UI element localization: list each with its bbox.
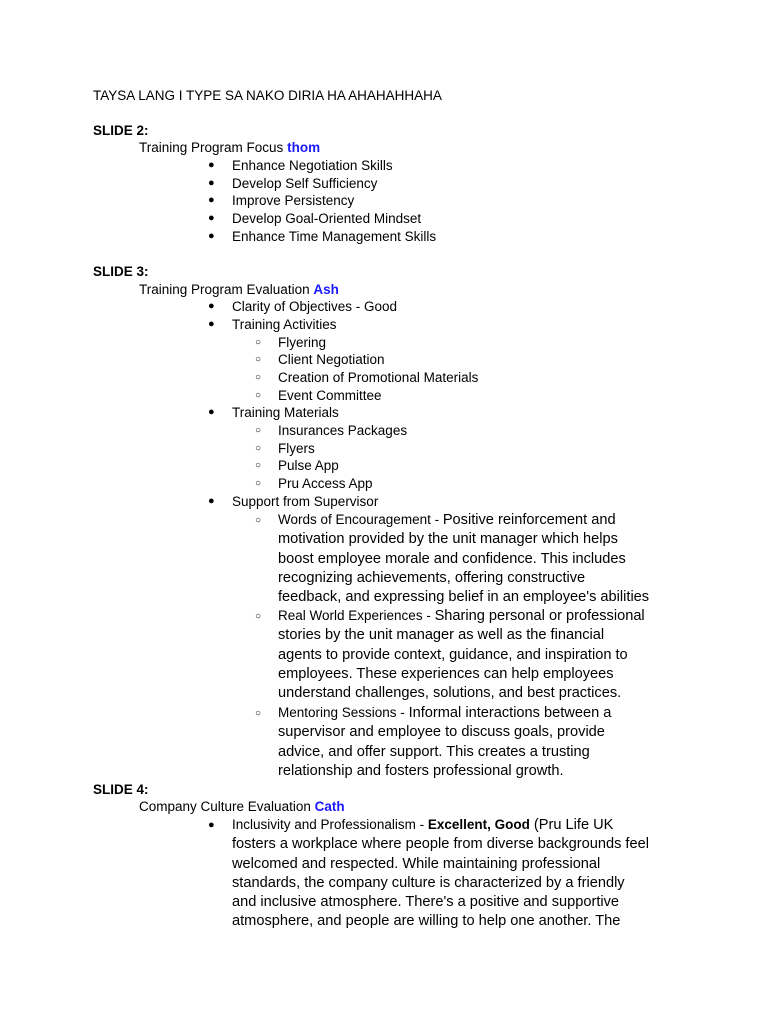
paragraph-line: Informal interactions between a: [408, 705, 612, 721]
bullet-icon: ●: [208, 819, 215, 831]
paragraph-line: boost employee morale and confidence. This includes: [278, 550, 626, 567]
paragraph-line: stories by the unit manager as well as the financial: [278, 627, 605, 644]
paragraph-line: standards, the company culture is characterized by a friendly: [232, 874, 625, 891]
paragraph-line: agents to provide context, guidance, and inspiration to: [278, 646, 628, 663]
paragraph-line: advice, and offer support. This creates a trusting: [278, 743, 590, 760]
paragraph-line: atmosphere, and people are willing to help one another. The: [232, 913, 621, 930]
circle-bullet-icon: ○: [255, 443, 262, 454]
list-item: Training Materials: [232, 405, 339, 420]
sub-list-item: Insurances Packages: [278, 423, 408, 438]
intro-text: TAYSA LANG I TYPE SA NAKO DIRIA HA AHAHAHHAHA: [93, 88, 442, 103]
sub-list-item: Creation of Promotional Materials: [278, 370, 479, 385]
slide-3-title-text: Training Program Evaluation: [139, 282, 310, 297]
list-item: Enhance Time Management Skills: [232, 229, 437, 244]
list-item: Support from Supervisor: [232, 494, 379, 509]
sub-list-item: Pru Access App: [278, 476, 373, 491]
paragraph-line: employees. These experiences can help employees: [278, 665, 614, 682]
slide-3-title: [139, 281, 339, 299]
bullet-icon: ●: [208, 177, 215, 189]
paragraph-line: Sharing personal or professional: [434, 608, 645, 624]
paragraph-line: relationship and fosters professional growth.: [278, 762, 564, 779]
circle-bullet-icon: ○: [255, 425, 262, 436]
slide-2-title: [139, 139, 320, 157]
culture-paragraph: [232, 815, 649, 932]
circle-bullet-icon: ○: [255, 708, 262, 719]
paragraph-line: recognizing achievements, offering constructive: [278, 569, 586, 586]
paragraph-line: fosters a workplace where people from diverse backgrounds feel: [232, 836, 649, 853]
paragraph-line: and inclusive atmosphere. There's a positive and supportive: [232, 894, 620, 911]
bullet-icon: ●: [208, 495, 215, 507]
support-label: Real World Experiences -: [278, 608, 435, 623]
bullet-icon: ●: [208, 194, 215, 206]
sub-list-item: Flyering: [278, 335, 327, 350]
slide-4-title-text: Company Culture Evaluation: [139, 799, 311, 814]
circle-bullet-icon: ○: [255, 354, 262, 365]
sub-list-item: Flyers: [278, 441, 315, 456]
bullet-icon: ●: [208, 159, 215, 171]
support-label: Mentoring Sessions -: [278, 705, 409, 720]
slide-2-heading: SLIDE 2:: [93, 123, 149, 138]
list-item: Improve Persistency: [232, 193, 355, 208]
list-item: Clarity of Objectives - Good: [232, 299, 398, 314]
bullet-icon: ●: [208, 318, 215, 330]
slide-4-author: Cath: [314, 799, 345, 814]
circle-bullet-icon: ○: [255, 460, 262, 471]
circle-bullet-icon: ○: [255, 611, 262, 622]
list-item: Enhance Negotiation Skills: [232, 158, 393, 173]
sub-list-item: Event Committee: [278, 388, 382, 403]
paragraph-line: Positive reinforcement and: [442, 512, 616, 528]
slide-3-author: Ash: [313, 282, 339, 297]
culture-rating: Excellent, Good: [427, 817, 530, 832]
circle-bullet-icon: ○: [255, 515, 262, 526]
circle-bullet-icon: ○: [255, 372, 262, 383]
slide-2-author: thom: [287, 140, 321, 155]
bullet-icon: ●: [208, 300, 215, 312]
support-paragraph-experiences: [278, 606, 645, 703]
list-item: Training Activities: [232, 317, 337, 332]
paragraph-line: feedback, and expressing belief in an employee's abilities: [278, 589, 650, 606]
support-paragraph-mentoring: [278, 703, 611, 781]
sub-list-item: Client Negotiation: [278, 352, 385, 367]
paragraph-line: (Pru Life UK: [529, 817, 614, 833]
sub-list-item: Pulse App: [278, 458, 339, 473]
bullet-icon: ●: [208, 212, 215, 224]
slide-4-heading: SLIDE 4:: [93, 782, 149, 797]
circle-bullet-icon: ○: [255, 390, 262, 401]
paragraph-line: understand challenges, solutions, and best practices.: [278, 685, 622, 702]
slide-4-title: [139, 798, 345, 816]
paragraph-line: welcomed and respected. While maintaining professional: [232, 855, 601, 872]
circle-bullet-icon: ○: [255, 478, 262, 489]
support-paragraph-encouragement: [278, 510, 649, 607]
list-item: Develop Self Sufficiency: [232, 176, 378, 191]
slide-2-title-text: Training Program Focus: [139, 140, 284, 155]
list-item: Develop Goal-Oriented Mindset: [232, 211, 422, 226]
bullet-icon: ●: [208, 406, 215, 418]
paragraph-line: motivation provided by the unit manager which helps: [278, 531, 618, 548]
culture-label: Inclusivity and Professionalism -: [232, 817, 428, 832]
circle-bullet-icon: ○: [255, 337, 262, 348]
paragraph-line: supervisor and employee to discuss goals, provide: [278, 724, 605, 741]
bullet-icon: ●: [208, 230, 215, 242]
support-label: Words of Encouragement -: [278, 512, 443, 527]
slide-3-heading: SLIDE 3:: [93, 264, 149, 279]
